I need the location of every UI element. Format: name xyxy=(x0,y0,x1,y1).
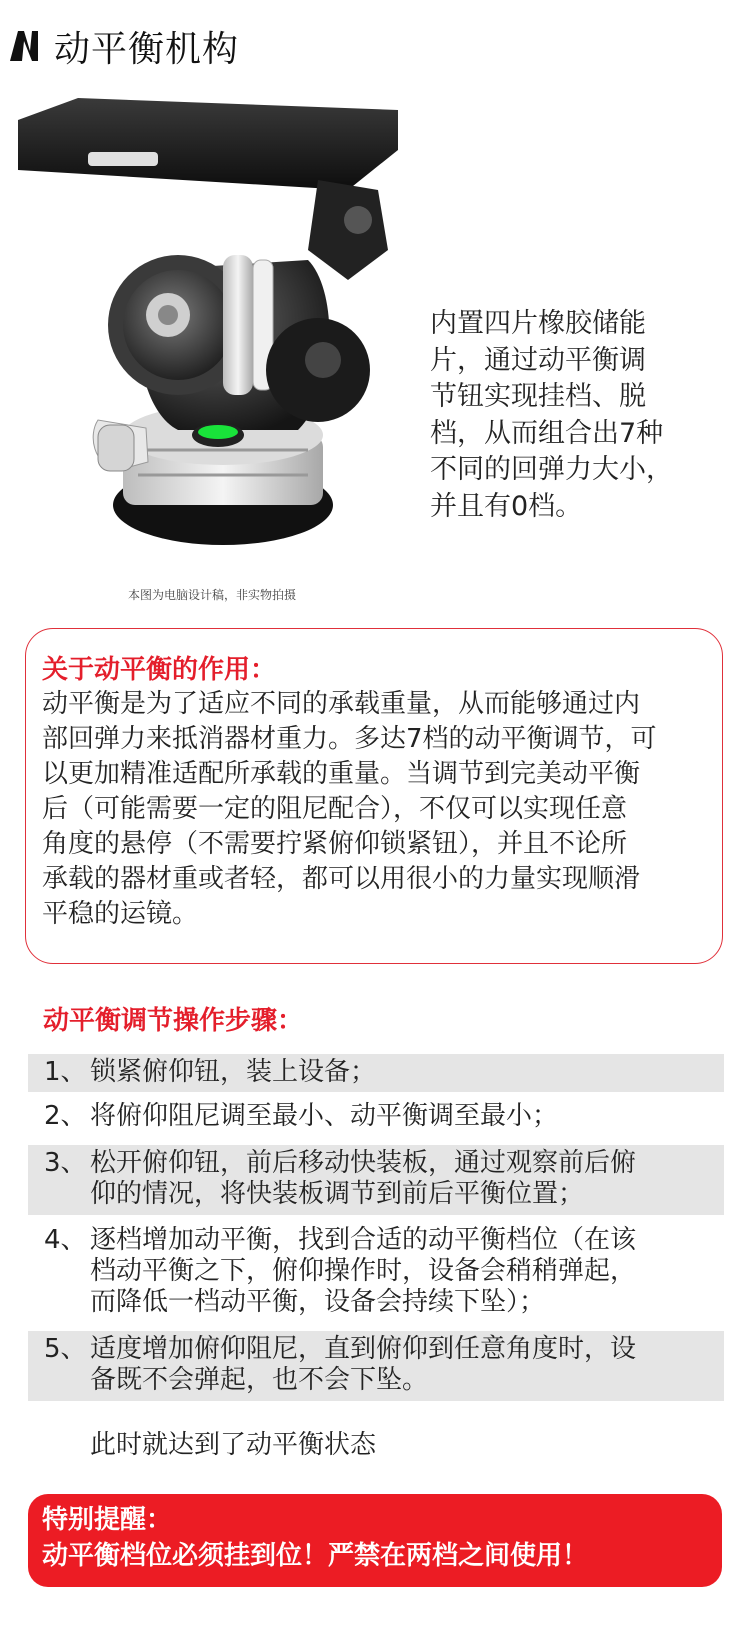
brand-logo-icon xyxy=(8,27,46,65)
step-line: 锁紧俯仰钮，装上设备； xyxy=(90,1057,377,1087)
side-note-line: 不同的回弹力大小， xyxy=(430,454,673,485)
page-header xyxy=(8,22,239,70)
step-line: 仰的情况，将快装板调节到前后平衡位置； xyxy=(90,1179,585,1209)
side-note-line: 内置四片橡胶储能 xyxy=(430,308,646,339)
about-line: 动平衡是为了适应不同的承载重量，从而能够通过内 xyxy=(42,689,641,719)
step-item xyxy=(28,1054,724,1092)
video-tripod-head-image xyxy=(18,90,398,570)
step-number: 5、 xyxy=(44,1334,87,1364)
side-note-line: 片，通过动平衡调 xyxy=(430,344,646,376)
page-title: 动平衡机构 xyxy=(54,28,240,70)
step-number: 4、 xyxy=(44,1225,87,1255)
step-line: 档动平衡之下，俯仰操作时，设备会稍稍弹起， xyxy=(90,1256,637,1286)
step-item xyxy=(28,1222,724,1327)
about-body xyxy=(42,687,710,932)
side-note xyxy=(430,306,730,525)
steps-title: 动平衡调节操作步骤： xyxy=(43,1006,304,1036)
about-title: 关于动平衡的作用： xyxy=(42,655,277,685)
step-item xyxy=(28,1145,724,1215)
about-line: 后（可能需要一定的阻尼配合），不仅可以实现任意 xyxy=(42,794,628,824)
step-item xyxy=(28,1331,724,1401)
side-note-line: 节钮实现挂档、脱 xyxy=(430,381,646,412)
about-line: 角度的悬停（不需要拧紧俯仰锁紧钮），并且不论所 xyxy=(42,829,628,859)
step-item xyxy=(28,1098,724,1138)
step-line: 松开俯仰钮，前后移动快装板，通过观察前后俯 xyxy=(90,1148,637,1178)
about-line: 平稳的运镜。 xyxy=(42,899,199,929)
step-line: 备既不会弹起，也不会下坠。 xyxy=(90,1365,429,1395)
step-line: 而降低一档动平衡，设备会持续下坠）； xyxy=(90,1287,546,1317)
about-line: 部回弹力来抵消器材重力。多达7档的动平衡调节，可 xyxy=(42,724,657,754)
step-number: 3、 xyxy=(44,1148,87,1178)
step-number: 1、 xyxy=(44,1057,87,1087)
about-line: 承载的器材重或者轻，都可以用很小的力量实现顺滑 xyxy=(42,864,641,894)
step-line: 将俯仰阻尼调至最小、动平衡调至最小； xyxy=(90,1101,559,1131)
warning-text: 动平衡档位必须挂到位！严禁在两档之间使用！ xyxy=(42,1541,589,1571)
side-note-line: 并且有0档。 xyxy=(430,490,583,522)
about-line: 以更加精准适配所承载的重量。当调节到完美动平衡 xyxy=(42,759,641,789)
about-box xyxy=(25,628,723,964)
step-number: 2、 xyxy=(44,1101,87,1131)
image-caption: 本图为电脑设计稿，非实物拍摄 xyxy=(128,588,297,602)
step-line: 逐档增加动平衡，找到合适的动平衡档位（在该 xyxy=(90,1225,637,1255)
warning-box xyxy=(28,1494,722,1587)
final-note: 此时就达到了动平衡状态 xyxy=(90,1430,377,1460)
side-note-line: 档，从而组合出7种 xyxy=(430,417,664,449)
step-line: 适度增加俯仰阻尼，直到俯仰到任意角度时，设 xyxy=(90,1334,637,1364)
warning-title: 特别提醒： xyxy=(42,1505,173,1535)
